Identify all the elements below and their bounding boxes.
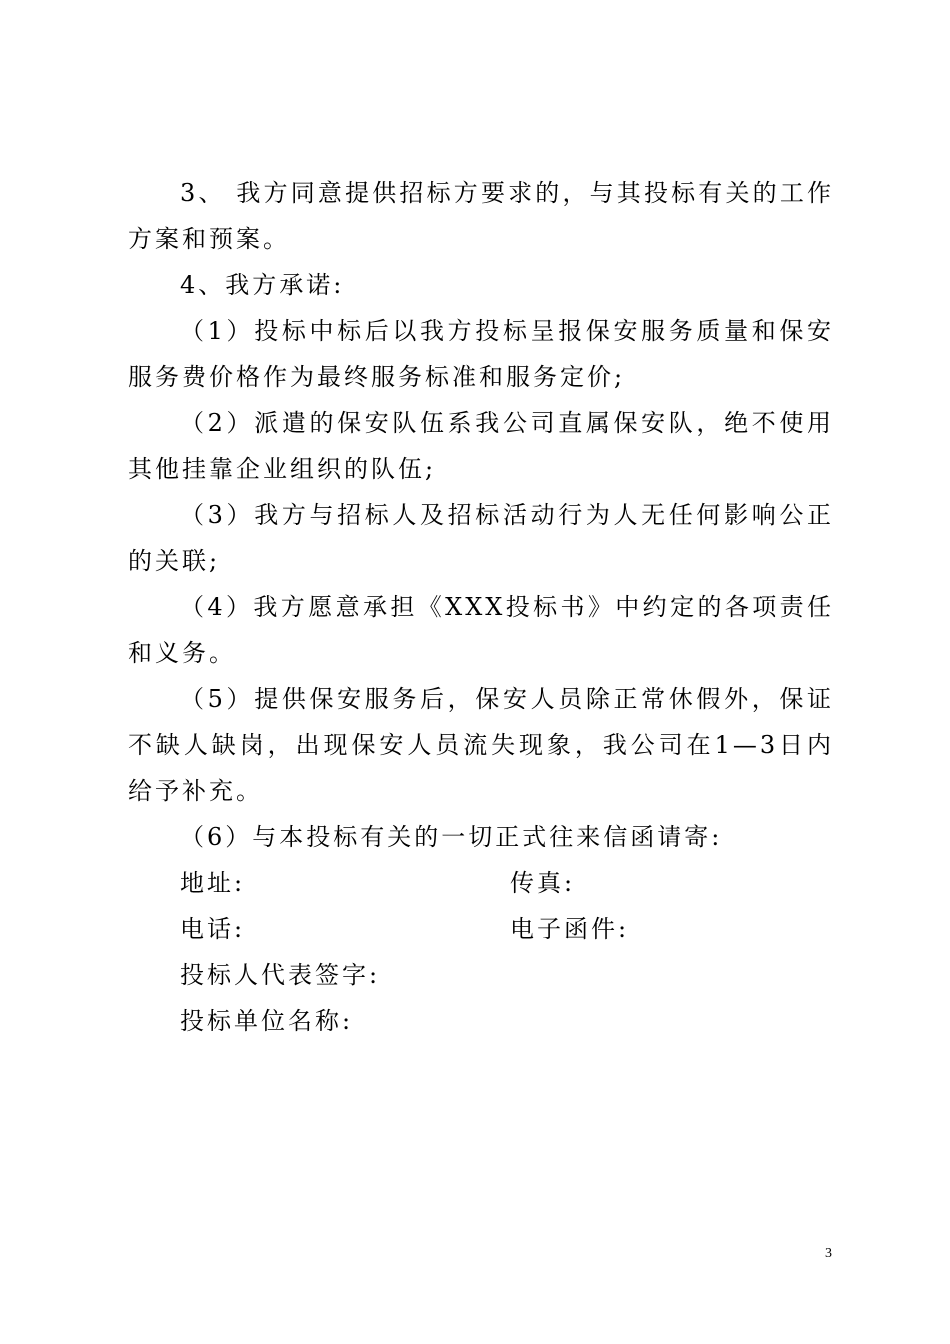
phone-label: 电话:: [180, 915, 246, 943]
page-number: 3: [825, 1246, 832, 1261]
company-name-label: 投标单位名称:: [180, 1007, 354, 1035]
fax-label: 传真:: [510, 869, 576, 897]
email-label: 电子函件:: [510, 915, 630, 943]
address-fax-row: [180, 860, 834, 906]
commitment-5: （5）提供保安服务后，保安人员除正常休假外，保证不缺人缺岗，出现保安人员流失现象，我公司在1—3日内给予补充。: [128, 685, 834, 805]
address-label: 地址:: [180, 869, 246, 897]
signature-label: 投标人代表签字:: [180, 961, 381, 989]
commitment-1: （1）投标中标后以我方投标呈报保安服务质量和保安服务费价格作为最终服务标准和服务定价;: [128, 317, 834, 391]
commitment-2: （2）派遣的保安队伍系我公司直属保安队，绝不使用其他挂靠企业组织的队伍;: [128, 409, 834, 483]
paragraph-item-3: 3、 我方同意提供招标方要求的，与其投标有关的工作方案和预案。: [128, 179, 834, 253]
commitment-6: （6）与本投标有关的一切正式往来信函请寄:: [180, 823, 723, 851]
document-body: [128, 170, 834, 1044]
paragraph-item-4-heading: 4、我方承诺:: [180, 271, 345, 299]
phone-email-row: [180, 906, 834, 952]
commitment-4: （4）我方愿意承担《XXX投标书》中约定的各项责任和义务。: [128, 593, 834, 667]
commitment-3: （3）我方与招标人及招标活动行为人无任何影响公正的关联;: [128, 501, 834, 575]
